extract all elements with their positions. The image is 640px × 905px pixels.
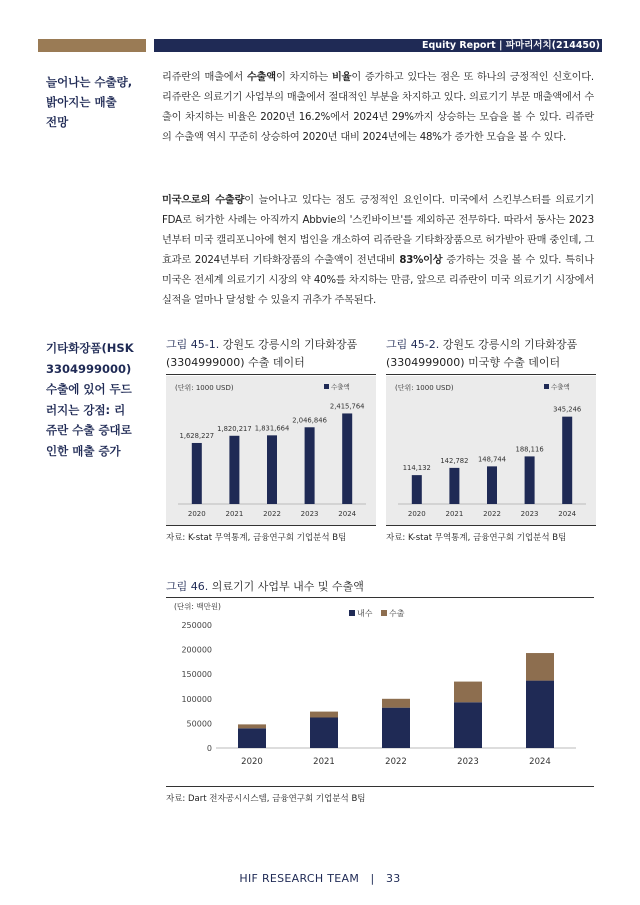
chart-45-2-svg: [386, 376, 596, 525]
bar-segment: [310, 717, 338, 748]
legend-swatch: [544, 384, 549, 389]
side-line: 인한 매출 증가: [46, 443, 121, 458]
legend-swatch: [381, 610, 387, 616]
legend-label: 내수: [357, 609, 373, 618]
figure-title-text: 강원도 강릉시의 기타화장품: [439, 338, 578, 351]
legend-label: 수출액: [331, 383, 350, 391]
bar-segment: [382, 708, 410, 748]
bar: [449, 468, 459, 504]
bar-segment: [526, 681, 554, 748]
chart-46: [166, 599, 594, 784]
figure-rule: [386, 374, 596, 375]
bar: [267, 435, 277, 504]
y-tick-label: 250000: [181, 621, 212, 630]
bold-span: 83%이상: [399, 255, 443, 266]
bold-span: 수출액: [247, 72, 276, 83]
x-tick-label: 2021: [313, 757, 335, 767]
figure-rule: [166, 525, 376, 526]
legend-label: 수출: [389, 609, 405, 618]
text-span: 리쥬란의 매출에서: [162, 72, 247, 83]
x-tick-label: 2022: [483, 510, 501, 518]
side-line: 3304999000): [46, 361, 132, 376]
y-tick-label: 200000: [181, 645, 212, 655]
bar-segment: [454, 702, 482, 748]
figure-rule: [166, 597, 594, 598]
page-number: 33: [385, 872, 401, 885]
figure-45-2-source: 자료: K-stat 무역통계, 금융연구회 기업분석 B팀: [386, 533, 567, 543]
chart-46-svg: [166, 599, 594, 784]
report-title: Equity Report | 파마리서치(214450): [422, 40, 600, 51]
chart-unit: (단위: 1000 USD): [175, 384, 234, 392]
legend-swatch: [349, 610, 355, 616]
bar: [342, 413, 352, 504]
figure-45-1-title: [166, 336, 381, 372]
data-label: 345,246: [553, 405, 582, 414]
side-line: 러지는 강점: 리: [46, 402, 126, 417]
figure-45-2-title: [386, 336, 601, 372]
chart-unit: (단위: 1000 USD): [395, 384, 454, 392]
x-tick-label: 2023: [300, 510, 319, 518]
x-tick-label: 2024: [558, 510, 577, 518]
x-tick-label: 2021: [225, 510, 244, 518]
paragraph-export-ratio: [162, 68, 594, 148]
x-tick-label: 2024: [529, 757, 551, 767]
footer-separator: |: [370, 872, 375, 885]
y-tick-label: 0: [206, 744, 212, 753]
section-heading-export: [46, 72, 146, 132]
bar-segment: [382, 699, 410, 708]
x-tick-label: 2020: [241, 757, 263, 767]
side-line: 늘어나는 수출량,: [46, 75, 133, 89]
bar: [229, 436, 239, 504]
side-line: 전망: [46, 115, 69, 129]
x-tick-label: 2020: [407, 510, 426, 518]
data-label: 1,628,227: [179, 431, 215, 440]
data-label: 1,820,217: [217, 424, 252, 433]
bar-segment: [454, 682, 482, 703]
data-label: 2,046,846: [292, 416, 327, 425]
bar: [412, 475, 422, 504]
footer-team: HIF RESEARCH TEAM: [239, 872, 360, 885]
data-label: 142,782: [440, 456, 469, 465]
data-label: 148,744: [477, 455, 507, 464]
text-span: 이 차지하는: [275, 72, 333, 83]
figure-number: 그림 45-1.: [166, 338, 220, 351]
data-label: 188,116: [515, 445, 544, 454]
section-heading-cosmetics: [46, 338, 146, 461]
chart-unit: (단위: 백만원): [174, 602, 221, 611]
figure-45-1-source: 자료: K-stat 무역통계, 금융연구회 기업분석 B팀: [166, 533, 347, 543]
figure-rule: [166, 786, 594, 787]
data-label: 2,415,764: [329, 402, 365, 411]
figure-46-source: 자료: Dart 전자공시시스템, 금융연구회 기업분석 B팀: [166, 794, 366, 804]
figure-number: 그림 45-2.: [386, 338, 440, 351]
bar: [525, 456, 535, 504]
text-span: 이 늘어나고 있다는 점도 긍정적인 요인이다. 미국에서 스킨부스터를 의료기기 FDA로 허가한 사례는 아직까지 Abbvie의 '스킨바이브'를 제외하곤 전무하다. 따라서 동사는 2023년부터 미국 캘리포니아에 현지 법인을 개소하여 리쥬란을 기타화장품으로 허가받아 판매 중인데, 그 효과로 2024년부터 기타화장품의 수출액이 전년대비: [162, 195, 594, 266]
header-accent-bar: [38, 39, 146, 52]
x-tick-label: 2022: [263, 510, 281, 518]
footer: [0, 872, 640, 885]
y-tick-label: 150000: [181, 670, 212, 680]
text-span: 이 증가하고 있다는 점은 또 하나의 긍정적인 신호이다. 리쥬란은 의료기기 사업부의 매출에서 절대적인 부분을 차지하고 있다. 의료기기 부문 매출액에서 수출이 차지하는 비율은 2020년 16.2%에서 2024년 29%까지 상승하는 모습을 볼 수 있다. 리쥬란의 수출액 역시 꾸준히 상승하여 2020년 대비 2024년에는 48%가 증가한 모습을 볼 수 있다.: [162, 72, 594, 143]
bar-segment: [238, 724, 266, 728]
chart-45-1: [166, 376, 376, 525]
x-tick-label: 2020: [187, 510, 206, 518]
figure-rule: [386, 525, 596, 526]
figure-title-text: (3304999000) 미국향 수출 데이터: [386, 356, 561, 369]
data-label: 1,831,664: [254, 424, 290, 433]
bold-span: 비율: [332, 72, 352, 83]
x-tick-label: 2021: [445, 510, 464, 518]
side-line: 수출에 있어 두드: [46, 382, 132, 396]
bar-segment: [526, 653, 554, 681]
legend-label: 수출액: [551, 383, 570, 391]
bar: [562, 417, 572, 504]
y-tick-label: 50000: [186, 719, 212, 729]
figure-46-title: [166, 578, 566, 596]
legend-swatch: [324, 384, 329, 389]
side-line: 기타화장품(HSK: [46, 341, 134, 355]
figure-rule: [166, 374, 376, 375]
bold-span: 미국으로의 수출량: [162, 195, 245, 206]
paragraph-us-export: [162, 191, 594, 311]
chart-45-1-svg: [166, 376, 376, 525]
bar: [192, 443, 202, 504]
side-line: 쥬란 수출 증대로: [46, 423, 132, 437]
bar-segment: [238, 728, 266, 748]
y-tick-label: 100000: [181, 694, 212, 704]
chart-45-2: [386, 376, 596, 525]
x-tick-label: 2023: [457, 757, 479, 767]
data-label: 114,132: [402, 464, 431, 473]
x-tick-label: 2023: [520, 510, 539, 518]
figure-number: 그림 46.: [166, 580, 209, 593]
x-tick-label: 2022: [385, 757, 407, 767]
side-line: 밝아지는 매출: [46, 95, 117, 109]
figure-title-text: 강원도 강릉시의 기타화장품: [219, 338, 358, 351]
bar: [487, 466, 497, 504]
text-span: 증가하는 것을 볼 수 있다. 특히나 미국은 전세계 의료기기 시장의 약 40%를 차지하는 만큼, 앞으로 리쥬란이 미국 의료기기 시장에서 실적을 얼마나 달성할 수 있을지 귀추가 주목된다.: [162, 255, 594, 306]
figure-title-text: 의료기기 사업부 내수 및 수출액: [208, 580, 364, 593]
bar-segment: [310, 712, 338, 718]
figure-title-text: (3304999000) 수출 데이터: [166, 356, 305, 369]
bar: [305, 427, 315, 504]
x-tick-label: 2024: [338, 510, 357, 518]
